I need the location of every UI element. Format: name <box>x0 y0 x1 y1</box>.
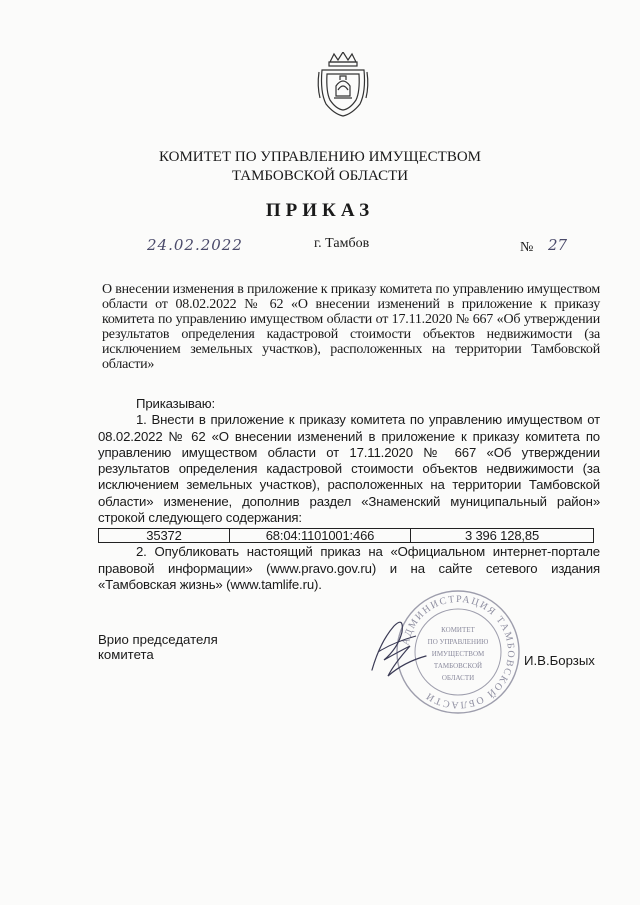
signatory-position <box>98 632 218 662</box>
signatory-name: И.В.Борзых <box>524 653 595 668</box>
position-line-2: комитета <box>98 647 154 662</box>
stamp-center-line: ТАМБОВСКОЙ <box>433 662 483 670</box>
stamp-center-line: ПО УПРАВЛЕНИЮ <box>427 638 489 646</box>
order-subject: О внесении изменения в приложение к приказу комитета по управлению имуществом области от 08.02.2022 № 62 «О внесении изменений в приложение к приказу комитета по управлению имуществом области от 17.11.2020 № 667 «Об утверждении результатов определения кадастровой стоимости объектов недвижимости (за исключением земельных участков), расположенных на территории Тамбовской области» <box>102 282 600 372</box>
order-word: Приказываю: <box>136 396 216 411</box>
city: г. Тамбов <box>314 236 370 251</box>
stamp-center-line: ОБЛАСТИ <box>441 674 475 682</box>
stamp-center-line: ИМУЩЕСТВОМ <box>431 650 485 658</box>
issuing-authority <box>0 148 640 186</box>
tambov-coat-of-arms-icon <box>316 52 370 118</box>
stamp-center-line: КОМИТЕТ <box>441 626 475 634</box>
order-item-2: 2. Опубликовать настоящий приказ на «Официальном интернет-портале правовой информации» (www.pravo.gov.ru) и на сайте сетевого издания «Тамбовская жизнь» (www.tamlife.ru). <box>98 544 600 592</box>
table-row <box>99 529 594 543</box>
handwritten-number: 27 <box>548 236 568 254</box>
handwritten-date: 24.02.2022 <box>147 236 243 254</box>
committee-line-2: ТАМБОВСКОЙ ОБЛАСТИ <box>231 168 409 184</box>
table-cell-cadastral-id: 68:04:1101001:466 <box>230 529 411 543</box>
table-cell-value: 3 396 128,85 <box>411 529 594 543</box>
position-line-1: Врио председателя <box>98 632 218 647</box>
cadastral-table <box>98 528 594 543</box>
number-label: № <box>520 240 534 255</box>
stamp-ring-text: АДМИНИСТРАЦИЯ ТАМБОВСКОЙ ОБЛАСТИ <box>400 593 517 711</box>
order-body <box>98 396 600 593</box>
handwritten-signature <box>364 612 434 682</box>
document-title: ПРИКАЗ <box>265 200 375 221</box>
committee-line-1: КОМИТЕТ ПО УПРАВЛЕНИЮ ИМУЩЕСТВОМ <box>158 149 482 165</box>
table-cell-number: 35372 <box>99 529 230 543</box>
order-item-1: 1. Внести в приложение к приказу комитета по управлению имуществом от 08.02.2022 № 62 «О внесении изменений в приложение к приказу комитета по управлению имуществом области от 17.11.2020 № 667 «Об утверждении результатов определения кадастровой стоимости объектов недвижимости (за исключением земельных участков), расположенных на территории Тамбовской области» изменение, дополнив раздел «Знаменский муниципальный район» строкой следующего содержания: <box>98 412 600 526</box>
